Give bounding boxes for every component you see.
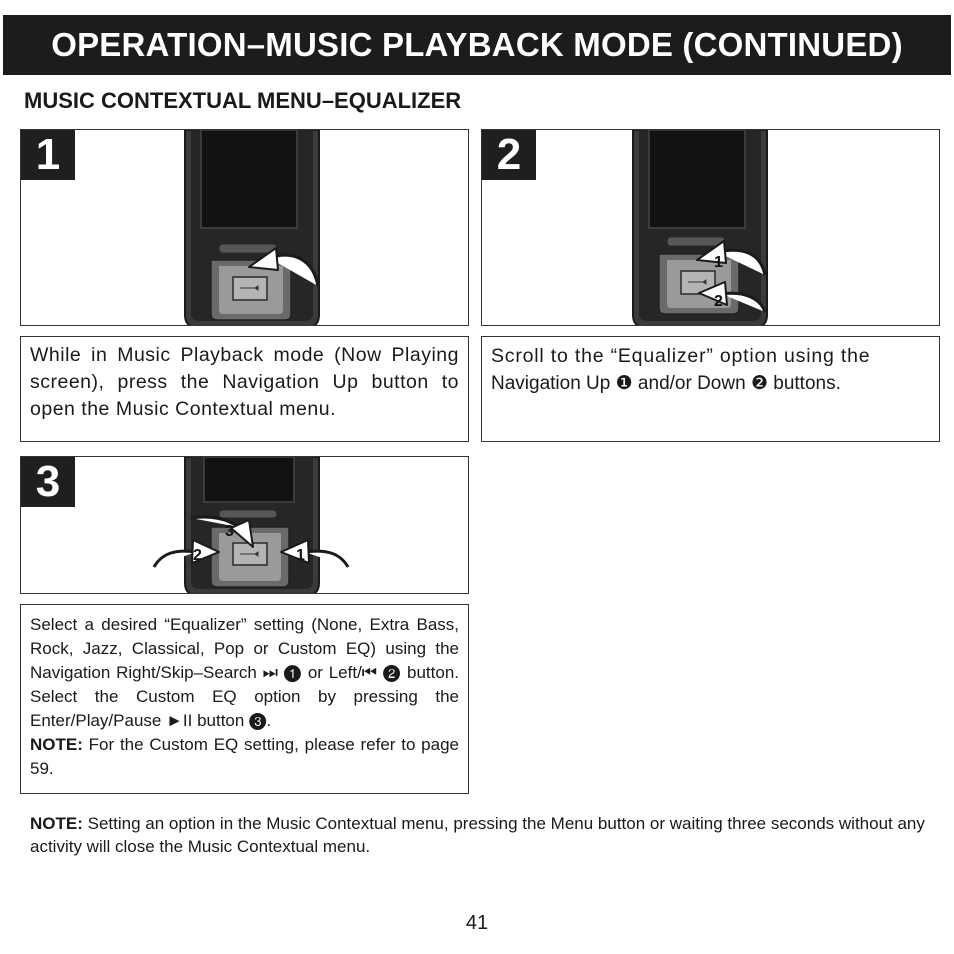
step-2-number-badge: 2: [482, 130, 536, 180]
step-1-illustration: [20, 129, 469, 326]
step-3-note-text: For the Custom EQ setting, please refer to page 59.: [30, 735, 459, 778]
media-player-illustration: [21, 130, 469, 326]
step-3-text: Select a desired “Equalizer” setting (None, Extra Bass, Rock, Jazz, Classical, Pop or Custom EQ) using the Navigation Right/Skip–Search ⏭ ❶ or Left/⏮ ❷ button. Select the Custom EQ option by pressing the Enter/Play/Pause ►II button ❸.: [30, 615, 459, 730]
step-1-description: [20, 336, 469, 442]
arrow-label-1: 1: [714, 254, 723, 271]
footer-note: [30, 812, 935, 858]
step-3-illustration: [20, 456, 469, 594]
step-2-text-line-1: Scroll to the “Equalizer” option using the: [491, 345, 871, 367]
step-3-number-badge: 3: [21, 457, 75, 507]
media-player-illustration: [482, 130, 940, 326]
arrow-label-1: 1: [296, 547, 305, 564]
page-number: 41: [465, 912, 489, 934]
media-player-illustration: [21, 457, 469, 594]
step-2-illustration: [481, 129, 940, 326]
step-1-number-badge: 1: [21, 130, 75, 180]
footer-note-label: NOTE:: [30, 814, 83, 833]
arrow-label-2: 2: [193, 547, 202, 564]
arrow-label-2: 2: [714, 293, 723, 310]
step-2-text-line-2: Navigation Up ❶ and/or Down ❷ buttons.: [491, 373, 841, 394]
step-3-note: [30, 733, 459, 781]
section-title: MUSIC CONTEXTUAL MENU–EQUALIZER: [24, 88, 462, 113]
page-banner-title: OPERATION–MUSIC PLAYBACK MODE (CONTINUED): [3, 15, 951, 75]
step-2-description: [481, 336, 940, 442]
step-3-note-label: NOTE:: [30, 735, 83, 754]
step-1-text: While in Music Playback mode (Now Playing screen), press the Navigation Up button to open the Music Contextual menu.: [30, 344, 459, 420]
footer-note-text: Setting an option in the Music Contextual menu, pressing the Menu button or waiting three seconds without any activity will close the Music Contextual menu.: [30, 814, 925, 856]
step-3-description: [20, 604, 469, 794]
arrow-label-3: 3: [225, 523, 234, 540]
